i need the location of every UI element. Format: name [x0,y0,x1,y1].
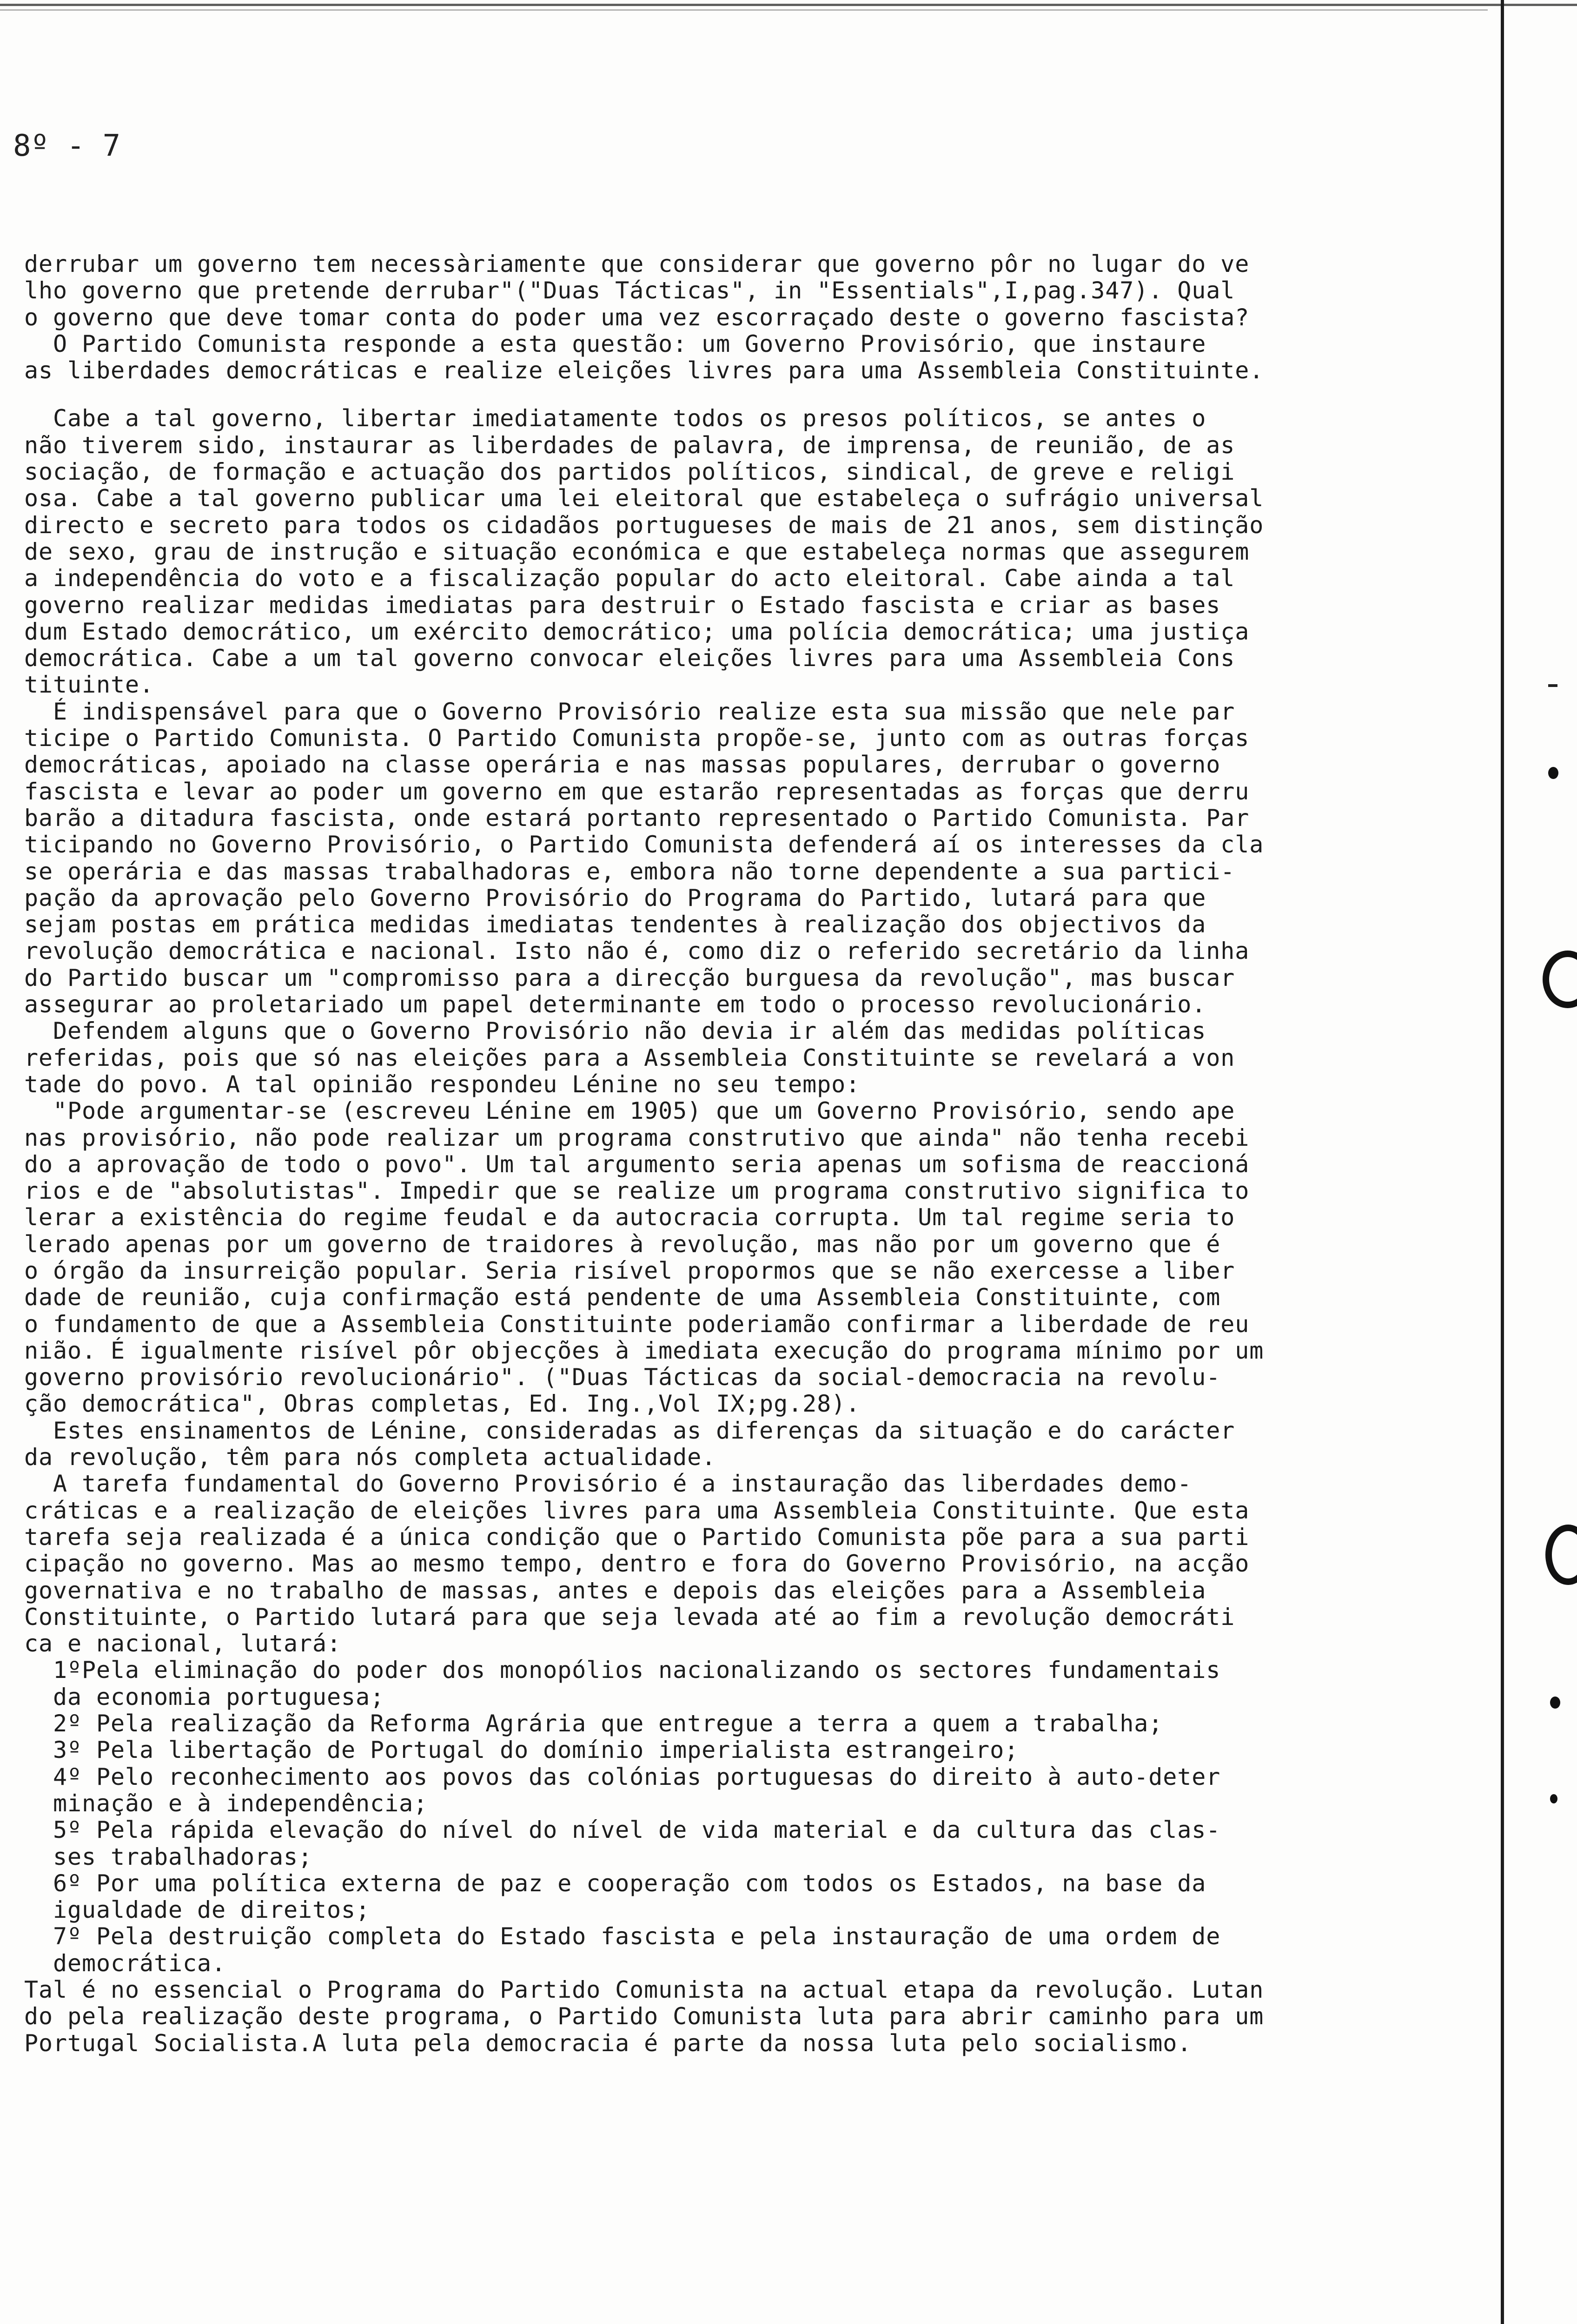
text-line: 4º Pelo reconhecimento aos povos das colónias portuguesas do direito à auto-deter [24,1763,1221,1790]
text-line: barão a ditadura fascista, onde estará portanto representado o Partido Comunista. Par [24,804,1250,832]
text-line: osa. Cabe a tal governo publicar uma lei eleitoral que estabeleça o sufrágio universal [24,485,1264,512]
right-margin-line [1501,0,1504,2324]
text-line: Portugal Socialista.A luta pela democracia é parte da nossa luta pelo socialismo. [24,2029,1192,2057]
text-line: fascista e levar ao poder um governo em que estarão representadas as forças que derru [24,778,1250,805]
text-line: tituinte. [24,671,154,699]
text-line: Estes ensinamentos de Lénine, consideradas as diferenças da situação e do carácter [24,1417,1235,1444]
text-line: tarefa seja realizada é a única condição que o Partido Comunista põe para a sua parti [24,1523,1250,1551]
text-line: cipação no governo. Mas ao mesmo tempo, dentro e fora do Governo Provisório, na acção [24,1550,1250,1578]
text-line: da economia portuguesa; [24,1683,385,1710]
margin-dot-mark [1550,1697,1560,1709]
text-line: 3º Pela libertação de Portugal do domínio imperialista estrangeiro; [24,1736,1019,1764]
text-line: sejam postas em prática medidas imediatas tendentes à realização dos objectivos da [24,911,1206,938]
text-line: as liberdades democráticas e realize eleições livres para uma Assembleia Constituinte. [24,357,1264,384]
page-number: 8º - 7 [13,129,121,163]
text-line: nas provisório, não pode realizar um programa construtivo que ainda" não tenha recebi [24,1124,1250,1151]
top-border-line-secondary [0,9,1488,11]
text-line: sociação, de formação e actuação dos partidos políticos, sindical, de greve e religi [24,458,1235,486]
margin-dot-mark [1550,1794,1557,1803]
text-line: Tal é no essencial o Programa do Partido Comunista na actual etapa da revolução. Lutan [24,1976,1264,2003]
text-line: ção democrática", Obras completas, Ed. Ing.,Vol IX;pg.28). [24,1390,861,1418]
text-line: democrática. [24,1949,226,1977]
text-line: governo realizar medidas imediatas para destruir o Estado fascista e criar as bases [24,591,1221,619]
text-line: da revolução, têm para nós completa actualidade. [24,1444,716,1471]
top-border-line [0,4,1577,6]
text-line: Constituinte, o Partido lutará para que seja levada até ao fim a revolução democráti [24,1603,1235,1631]
text-line: lerar a existência do regime feudal e da autocracia corrupta. Um tal regime seria to [24,1204,1235,1231]
text-line: democrática. Cabe a um tal governo convocar eleições livres para uma Assembleia Cons [24,645,1235,672]
punch-hole-mark [1543,951,1577,1008]
text-line: É indispensável para que o Governo Provisório realize esta sua missão que nele par [24,698,1235,725]
text-line: Cabe a tal governo, libertar imediatamente todos os presos políticos, se antes o [24,405,1206,432]
text-line: "Pode argumentar-se (escreveu Lénine em 1905) que um Governo Provisório, sendo ape [24,1097,1235,1125]
text-line: 1ºPela eliminação do poder dos monopólios nacionalizando os sectores fundamentais [24,1657,1221,1684]
text-line: de sexo, grau de instrução e situação económica e que estabeleça normas que assegurem [24,538,1250,565]
text-line: lerado apenas por um governo de traidores à revolução, mas não por um governo que é [24,1230,1221,1258]
text-line: ticipando no Governo Provisório, o Partido Comunista defenderá aí os interesses da cla [24,831,1264,858]
text-line: 7º Pela destruição completa do Estado fascista e pela instauração de uma ordem de [24,1923,1221,1950]
text-line: rios e de "absolutistas". Impedir que se realize um programa construtivo significa to [24,1177,1250,1205]
text-line: dade de reunião, cuja confirmação está pendente de uma Assembleia Constituinte, com [24,1284,1221,1311]
text-line: assegurar ao proletariado um papel determinante em todo o processo revolucionário. [24,991,1206,1018]
text-line: a independência do voto e a fiscalização popular do acto eleitoral. Cabe ainda a tal [24,565,1235,592]
margin-dash-mark [1548,684,1557,687]
text-line: 2º Pela realização da Reforma Agrária que entregue a terra a quem a trabalha; [24,1710,1163,1737]
text-line: tade do povo. A tal opinião respondeu Lénine no seu tempo: [24,1070,861,1098]
text-line: democráticas, apoiado na classe operária e nas massas populares, derrubar o governo [24,751,1221,779]
text-line: O Partido Comunista responde a esta questão: um Governo Provisório, que instaure [24,330,1206,357]
text-line: o órgão da insurreição popular. Seria risível propormos que se não exercesse a liber [24,1257,1235,1284]
text-line: não tiverem sido, instaurar as liberdades de palavra, de imprensa, de reunião, de as [24,431,1235,459]
text-line: 5º Pela rápida elevação do nível do nível de vida material e da cultura das clas- [24,1816,1221,1844]
text-line: minação e à independência; [24,1789,428,1817]
text-line: ca e nacional, lutará: [24,1630,342,1657]
text-line: governo provisório revolucionário". ("Duas Tácticas da social-democracia na revolu- [24,1364,1221,1391]
text-line: se operária e das massas trabalhadoras e, embora não torne dependente a sua partici- [24,858,1235,885]
text-line: ticipe o Partido Comunista. O Partido Comunista propõe-se, junto com as outras forças [24,725,1250,752]
text-line: lho governo que pretende derrubar"("Duas Tácticas", in "Essentials",I,pag.347). Qual [24,277,1235,304]
text-line: A tarefa fundamental do Governo Provisório é a instauração das liberdades demo- [24,1470,1192,1498]
margin-dot-mark [1548,767,1558,779]
text-line: referidas, pois que só nas eleições para a Assembleia Constituinte se revelará a von [24,1044,1235,1071]
text-line: ses trabalhadoras; [24,1843,313,1870]
punch-hole-mark [1545,1525,1577,1585]
text-line: do pela realização deste programa, o Partido Comunista luta para abrir caminho para um [24,2003,1264,2030]
text-line: derrubar um governo tem necessàriamente que considerar que governo pôr no lugar do ve [24,251,1250,277]
text-line: dum Estado democrático, um exército democrático; uma polícia democrática; uma justiça [24,618,1250,645]
text-line [24,384,1447,405]
text-line: 6º Por uma política externa de paz e cooperação com todos os Estados, na base da [24,1869,1206,1897]
text-line: governativa e no trabalho de massas, antes e depois das eleições para a Assembleia [24,1577,1206,1604]
text-line: igualdade de direitos; [24,1896,371,1924]
text-line: o fundamento de que a Assembleia Constituinte poderiamão confirmar a liberdade de reu [24,1310,1250,1338]
text-line: do Partido buscar um "compromisso para a direcção burguesa da revolução", mas buscar [24,964,1235,991]
text-line: directo e secreto para todos os cidadãos portugueses de mais de 21 anos, sem distinção [24,511,1264,539]
text-line: nião. É igualmente risível pôr objecções à imediata execução do programa mínimo por um [24,1337,1264,1364]
text-line: pação da aprovação pelo Governo Provisório do Programa do Partido, lutará para que [24,884,1206,911]
document-body [24,251,1447,2057]
text-line: revolução democrática e nacional. Isto não é, como diz o referido secretário da linha [24,938,1250,965]
text-line: cráticas e a realização de eleições livres para uma Assembleia Constituinte. Que esta [24,1497,1250,1524]
text-line: do a aprovação de todo o povo". Um tal argumento seria apenas um sofisma de reaccioná [24,1150,1250,1178]
text-line: o governo que deve tomar conta do poder uma vez escorraçado deste o governo fascista? [24,304,1250,331]
text-line: Defendem alguns que o Governo Provisório não devia ir além das medidas políticas [24,1017,1206,1045]
